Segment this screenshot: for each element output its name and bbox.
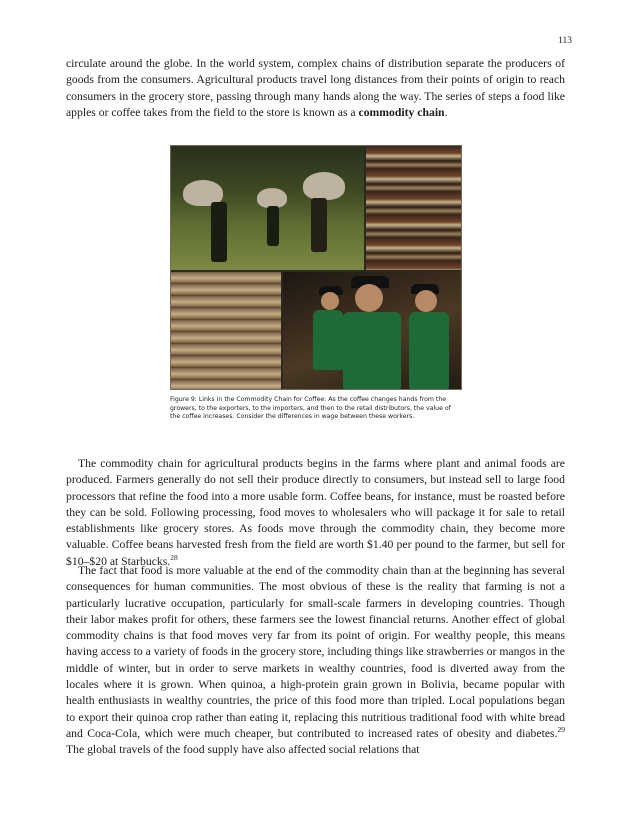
figure-caption: Figure 9: Links in the Commodity Chain for Coffee: As the coffee changes hands from the growers, to the exporters, to the importers, and then to the retail distributors, the value of the coffee increases. Consider the differences in wage between these workers. <box>170 396 451 421</box>
baristas-photo <box>283 272 461 389</box>
coffee-commodity-chain-figure <box>170 145 462 390</box>
commodity-chain-term: commodity chain <box>358 105 445 119</box>
farmers-carrying-sacks-photo <box>171 146 364 270</box>
intro-text: circulate around the globe. In the world system, complex chains of distribution separate the producers of goods from the consumers. Agricultural products travel long distances from their points of origin to reach consumers in the grocery store, passing through many hands along the way. The series of steps a food like apples or coffee takes from the field to the store is known as a <box>66 57 565 119</box>
page-number: 113 <box>558 36 572 46</box>
coffee-retail-shelf-photo <box>366 146 461 270</box>
para3-tail: The global travels of the food supply have also affected social relations that <box>66 743 420 757</box>
body-paragraph-3 <box>66 563 565 759</box>
footnote-29[interactable]: 29 <box>557 725 565 735</box>
intro-end: . <box>444 105 448 119</box>
intro-paragraph <box>66 56 565 121</box>
para3-text: The fact that food is more valuable at the end of the commodity chain than at the beginning has several consequences for human communities. The most obvious of these is the reality that farming is not a particularly lucrative occupation, particularly for small-scale farmers in developing countries. Though their labor makes profit for others, these farmers see the lowest financial returns. Another effect of global commodity chains is that food moves very far from its point of origin. For wealthy people, this means having access to a variety of foods in the grocery store, including things like strawberries or mangos in the middle of winter, but in order to serve markets in wealthy countries, food is diverted away from the locales where it is grown. When quinoa, a high-protein grain grown in Bolivia, became popular with health enthusiasts in wealthy countries, the price of this food more than tripled. Local populations began to export their quinoa crop rather than eating it, replacing this nutritious traditional food with white bread and Coca-Cola, which were much cheaper, but contributed to increased rates of obesity and diabetes. <box>66 564 565 740</box>
para2-text: The commodity chain for agricultural products begins in the farms where plant and animal foods are produced. Farmers generally do not sell their produce directly to consumers, but instead sell to large food processors that refine the food into a more usable form. Coffee beans, for instance, must be roasted before they can be sold. Following processing, food moves to wholesalers who will package it for sale to retail establishments like grocery stores. As foods move through the commodity chain, they become more valuable. Coffee beans harvested fresh from the field are worth $1.40 per pound to the farmer, but sell for $10–$20 at Starbucks. <box>66 457 565 568</box>
body-paragraph-2 <box>66 456 565 570</box>
footnote-28[interactable]: 28 <box>170 552 178 562</box>
coffee-sacks-warehouse-photo <box>171 272 281 389</box>
